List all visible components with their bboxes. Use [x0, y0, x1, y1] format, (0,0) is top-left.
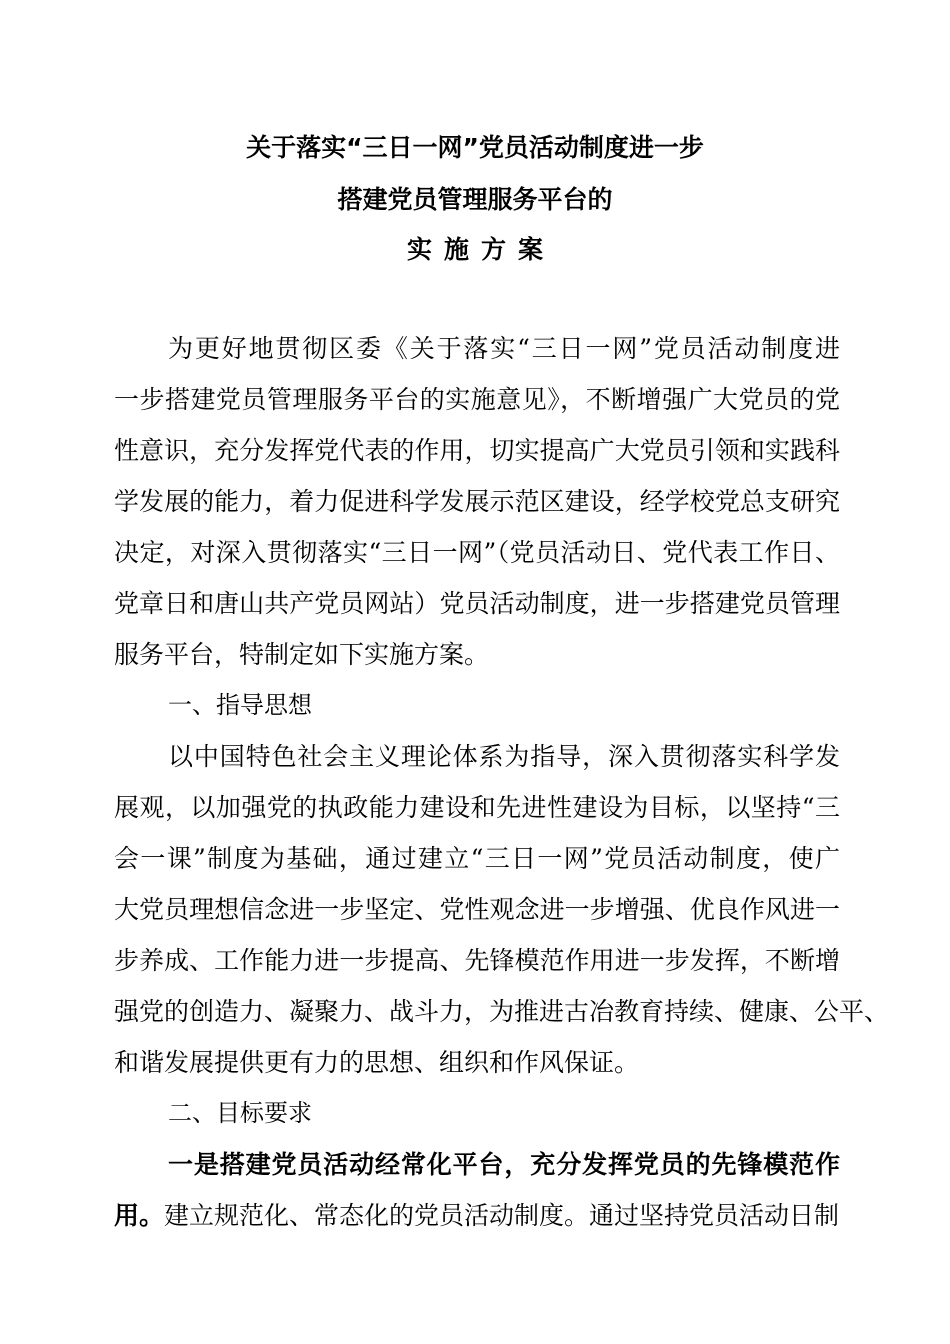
section-heading-goals: 二、目标要求 [168, 1099, 312, 1127]
intro-line: 决定，对深入贯彻落实“三日一网”（党员活动日、党代表工作日、 [114, 538, 840, 567]
section1-line: 以中国特色社会主义理论体系为指导，深入贯彻落实科学发 [168, 742, 840, 771]
document-title-line-3: 实施方案 [406, 235, 555, 264]
section1-line: 大党员理想信念进一步坚定、党性观念进一步增强、优良作风进一 [114, 895, 840, 924]
intro-line: 为更好地贯彻区委《关于落实“三日一网”党员活动制度进 [168, 334, 840, 363]
section1-line: 和谐发展提供更有力的思想、组织和作风保证。 [114, 1048, 640, 1077]
section1-line: 步养成、工作能力进一步提高、先锋模范作用进一步发挥，不断增 [114, 946, 840, 975]
intro-line: 学发展的能力，着力促进科学发展示范区建设，经学校党总支研究 [114, 487, 840, 516]
section1-line: 会一课”制度为基础，通过建立“三日一网”党员活动制度，使广 [114, 844, 840, 873]
section2-line-rest: 建立规范化、常态化的党员活动制度。通过坚持党员活动日制 [164, 1201, 840, 1230]
section2-line [114, 1190, 840, 1241]
section2-bold-line: 一是搭建党员活动经常化平台，充分发挥党员的先锋模范作 [168, 1150, 840, 1179]
intro-line: 服务平台，特制定如下实施方案。 [114, 640, 490, 669]
document-title-line-2: 搭建党员管理服务平台的 [337, 185, 613, 214]
intro-line: 一步搭建党员管理服务平台的实施意见》，不断增强广大党员的党 [114, 385, 840, 414]
document-title-line-1: 关于落实“三日一网”党员活动制度进一步 [246, 133, 704, 162]
document-body [114, 323, 890, 1241]
section-heading-guiding-thought: 一、指导思想 [168, 691, 312, 719]
intro-line: 性意识，充分发挥党代表的作用，切实提高广大党员引领和实践科 [114, 436, 840, 465]
intro-line: 党章日和唐山共产党员网站）党员活动制度，进一步搭建党员管理 [114, 589, 840, 618]
section1-line: 强党的创造力、凝聚力、战斗力，为推进古冶教育持续、健康、公平、 [114, 997, 890, 1026]
section2-bold-fragment: 用。 [114, 1201, 165, 1230]
section1-line: 展观，以加强党的执政能力建设和先进性建设为目标，以坚持“三 [114, 793, 840, 822]
